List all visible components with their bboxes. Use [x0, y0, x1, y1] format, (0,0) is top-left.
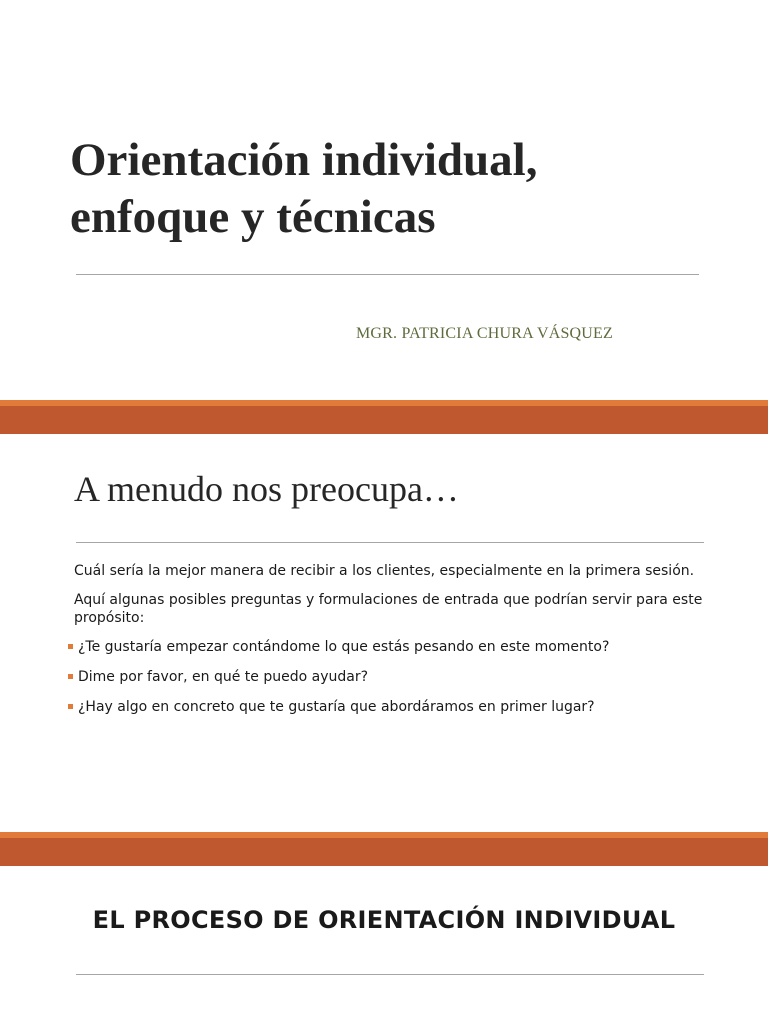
list-item-text: ¿Hay algo en concreto que te gustaría que abordáramos en primer lugar? [78, 699, 595, 715]
slide-1-divider [76, 274, 699, 275]
list-item-text: ¿Te gustaría empezar contándome lo que estás pesando en este momento? [78, 639, 610, 655]
square-bullet-icon [68, 674, 73, 679]
slide-2-bullet-list [68, 638, 714, 716]
slide-3 [0, 866, 768, 1024]
slide-1-title-line-2: enfoque y técnicas [70, 191, 436, 243]
slide-3-title: EL PROCESO DE ORIENTACIÓN INDIVIDUAL [92, 906, 676, 934]
slide-separator-band [0, 832, 768, 866]
square-bullet-icon [68, 704, 73, 709]
slide-1-subtitle: MGR. PATRICIA CHURA VÁSQUEZ [356, 325, 614, 342]
slide-3-divider [76, 974, 704, 975]
slide-2-body [74, 562, 714, 728]
slide-2-paragraph: Aquí algunas posibles preguntas y formulaciones de entrada que podrían servir para este propósito: [74, 592, 703, 626]
list-item [68, 638, 714, 656]
slide-separator-band [0, 400, 768, 434]
slide-2-divider [76, 542, 704, 543]
list-item [68, 668, 714, 686]
list-item [68, 698, 714, 716]
list-item-text: Dime por favor, en qué te puedo ayudar? [78, 669, 369, 685]
slide-1-title [70, 132, 710, 246]
slide-1-title-line-1: Orientación individual, [70, 134, 538, 186]
slide-1 [0, 0, 768, 400]
slide-2-title: A menudo nos preocupa… [74, 469, 459, 509]
slide-2-paragraph: Cuál sería la mejor manera de recibir a los clientes, especialmente en la primera sesión. [74, 563, 695, 579]
slide-2 [0, 434, 768, 832]
square-bullet-icon [68, 644, 73, 649]
